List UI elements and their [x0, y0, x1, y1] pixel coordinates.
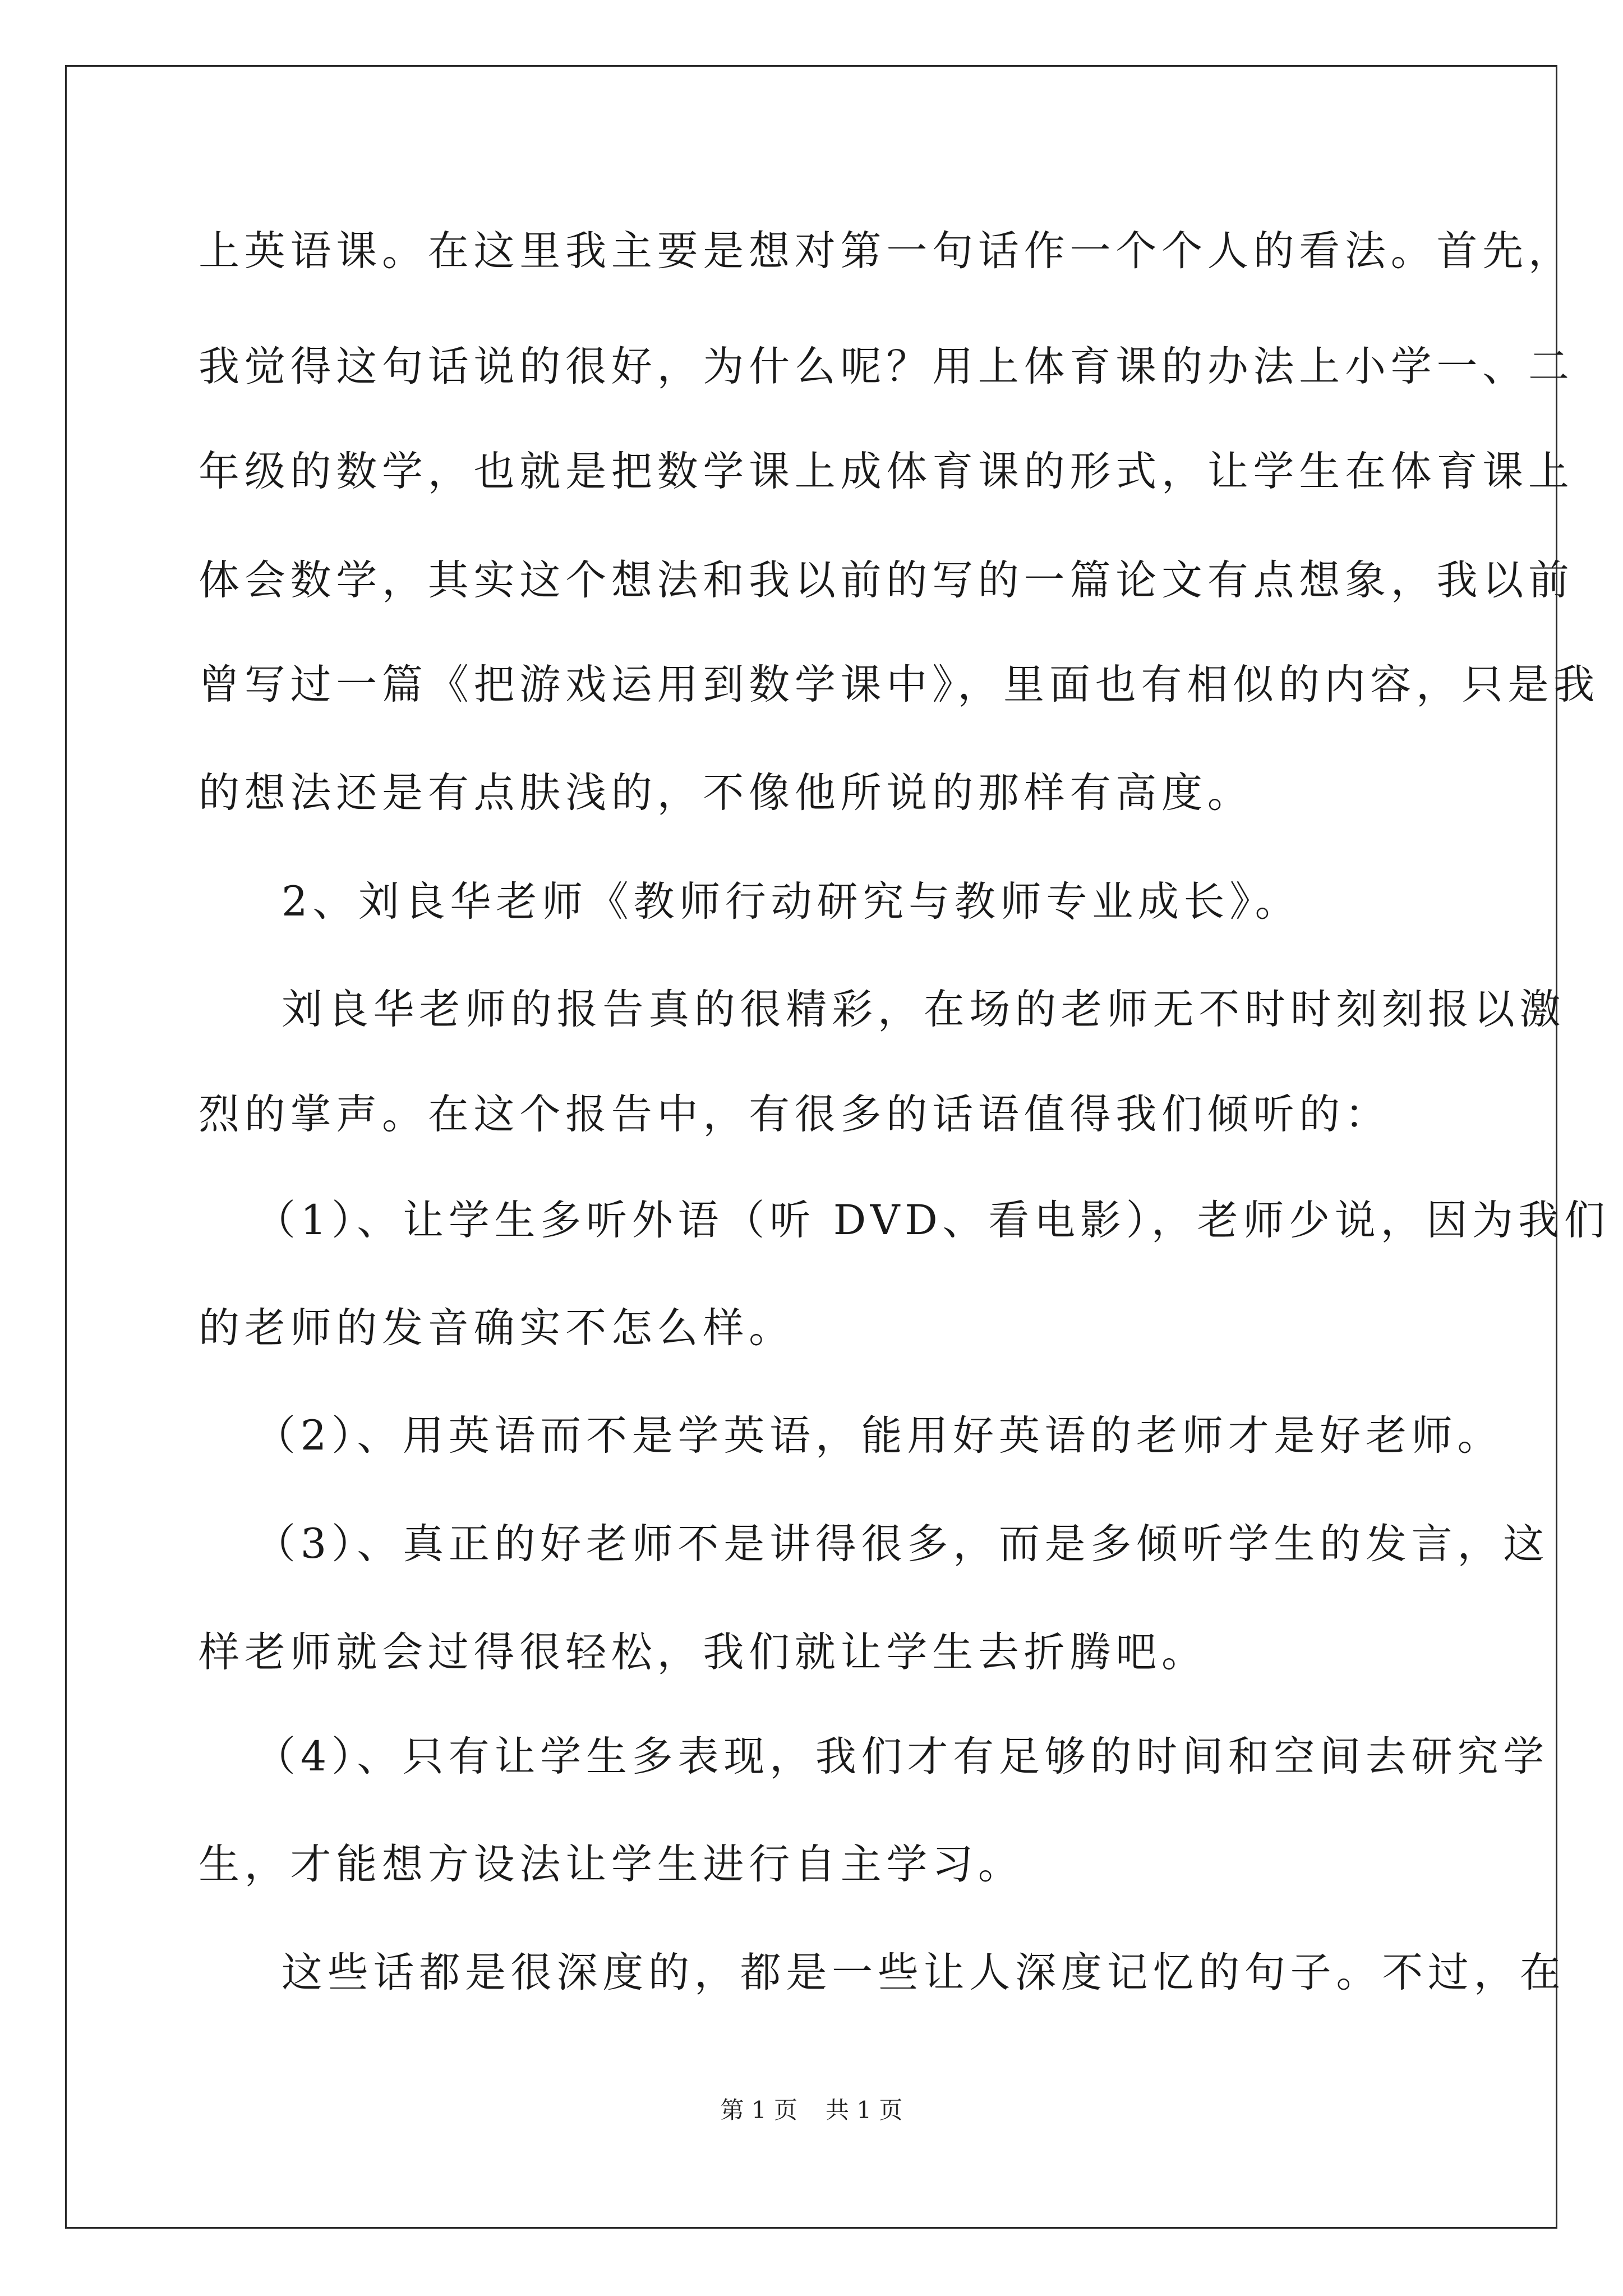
page-footer	[0, 2092, 1623, 2125]
list-item-1-line-1: （1）、让学生多听外语（听 DVD、看电影），老师少说，因为我们	[255, 1197, 1610, 1244]
text-line-17: 这些话都是很深度的，都是一些让人深度记忆的句子。不过，在	[282, 1949, 1566, 1996]
list-item-4-line-1: （4）、只有让学生多表现，我们才有足够的时间和空间去研究学	[255, 1733, 1549, 1780]
text-line-3: 年级的数学，也就是把数学课上成体育课的形式，让学生在体育课上	[199, 448, 1574, 495]
text-line-6: 的想法还是有点肤浅的，不像他所说的那样有高度。	[199, 769, 1253, 817]
list-item-1-line-2: 的老师的发音确实不怎么样。	[199, 1304, 795, 1352]
text-line-8: 刘良华老师的报告真的很精彩，在场的老师无不时时刻刻报以激	[282, 986, 1566, 1033]
list-item-4-line-2: 生，才能想方设法让学生进行自主学习。	[199, 1841, 1024, 1888]
list-item-3-line-1: （3）、真正的好老师不是讲得很多，而是多倾听学生的发言，这	[255, 1520, 1549, 1568]
page-number: 第 1 页	[720, 2096, 797, 2124]
text-line-1: 上英语课。在这里我主要是想对第一句话作一个个人的看法。首先，	[199, 227, 1574, 275]
text-line-9: 烈的掌声。在这个报告中，有很多的话语值得我们倾听的：	[199, 1091, 1391, 1138]
text-line-4: 体会数学，其实这个想法和我以前的写的一篇论文有点想象，我以前	[199, 556, 1574, 604]
section-heading: 2、刘良华老师《教师行动研究与教师专业成长》。	[282, 878, 1301, 926]
list-item-3-line-2: 样老师就会过得很轻松，我们就让学生去折腾吧。	[199, 1628, 1207, 1676]
text-line-5: 曾写过一篇《把游戏运用到数学课中》，里面也有相似的内容，只是我	[199, 661, 1600, 708]
text-line-2: 我觉得这句话说的很好，为什么呢？用上体育课的办法上小学一、二	[199, 343, 1574, 390]
list-item-2: （2）、用英语而不是学英语，能用好英语的老师才是好老师。	[255, 1412, 1504, 1460]
page-total: 共 1 页	[826, 2096, 903, 2124]
